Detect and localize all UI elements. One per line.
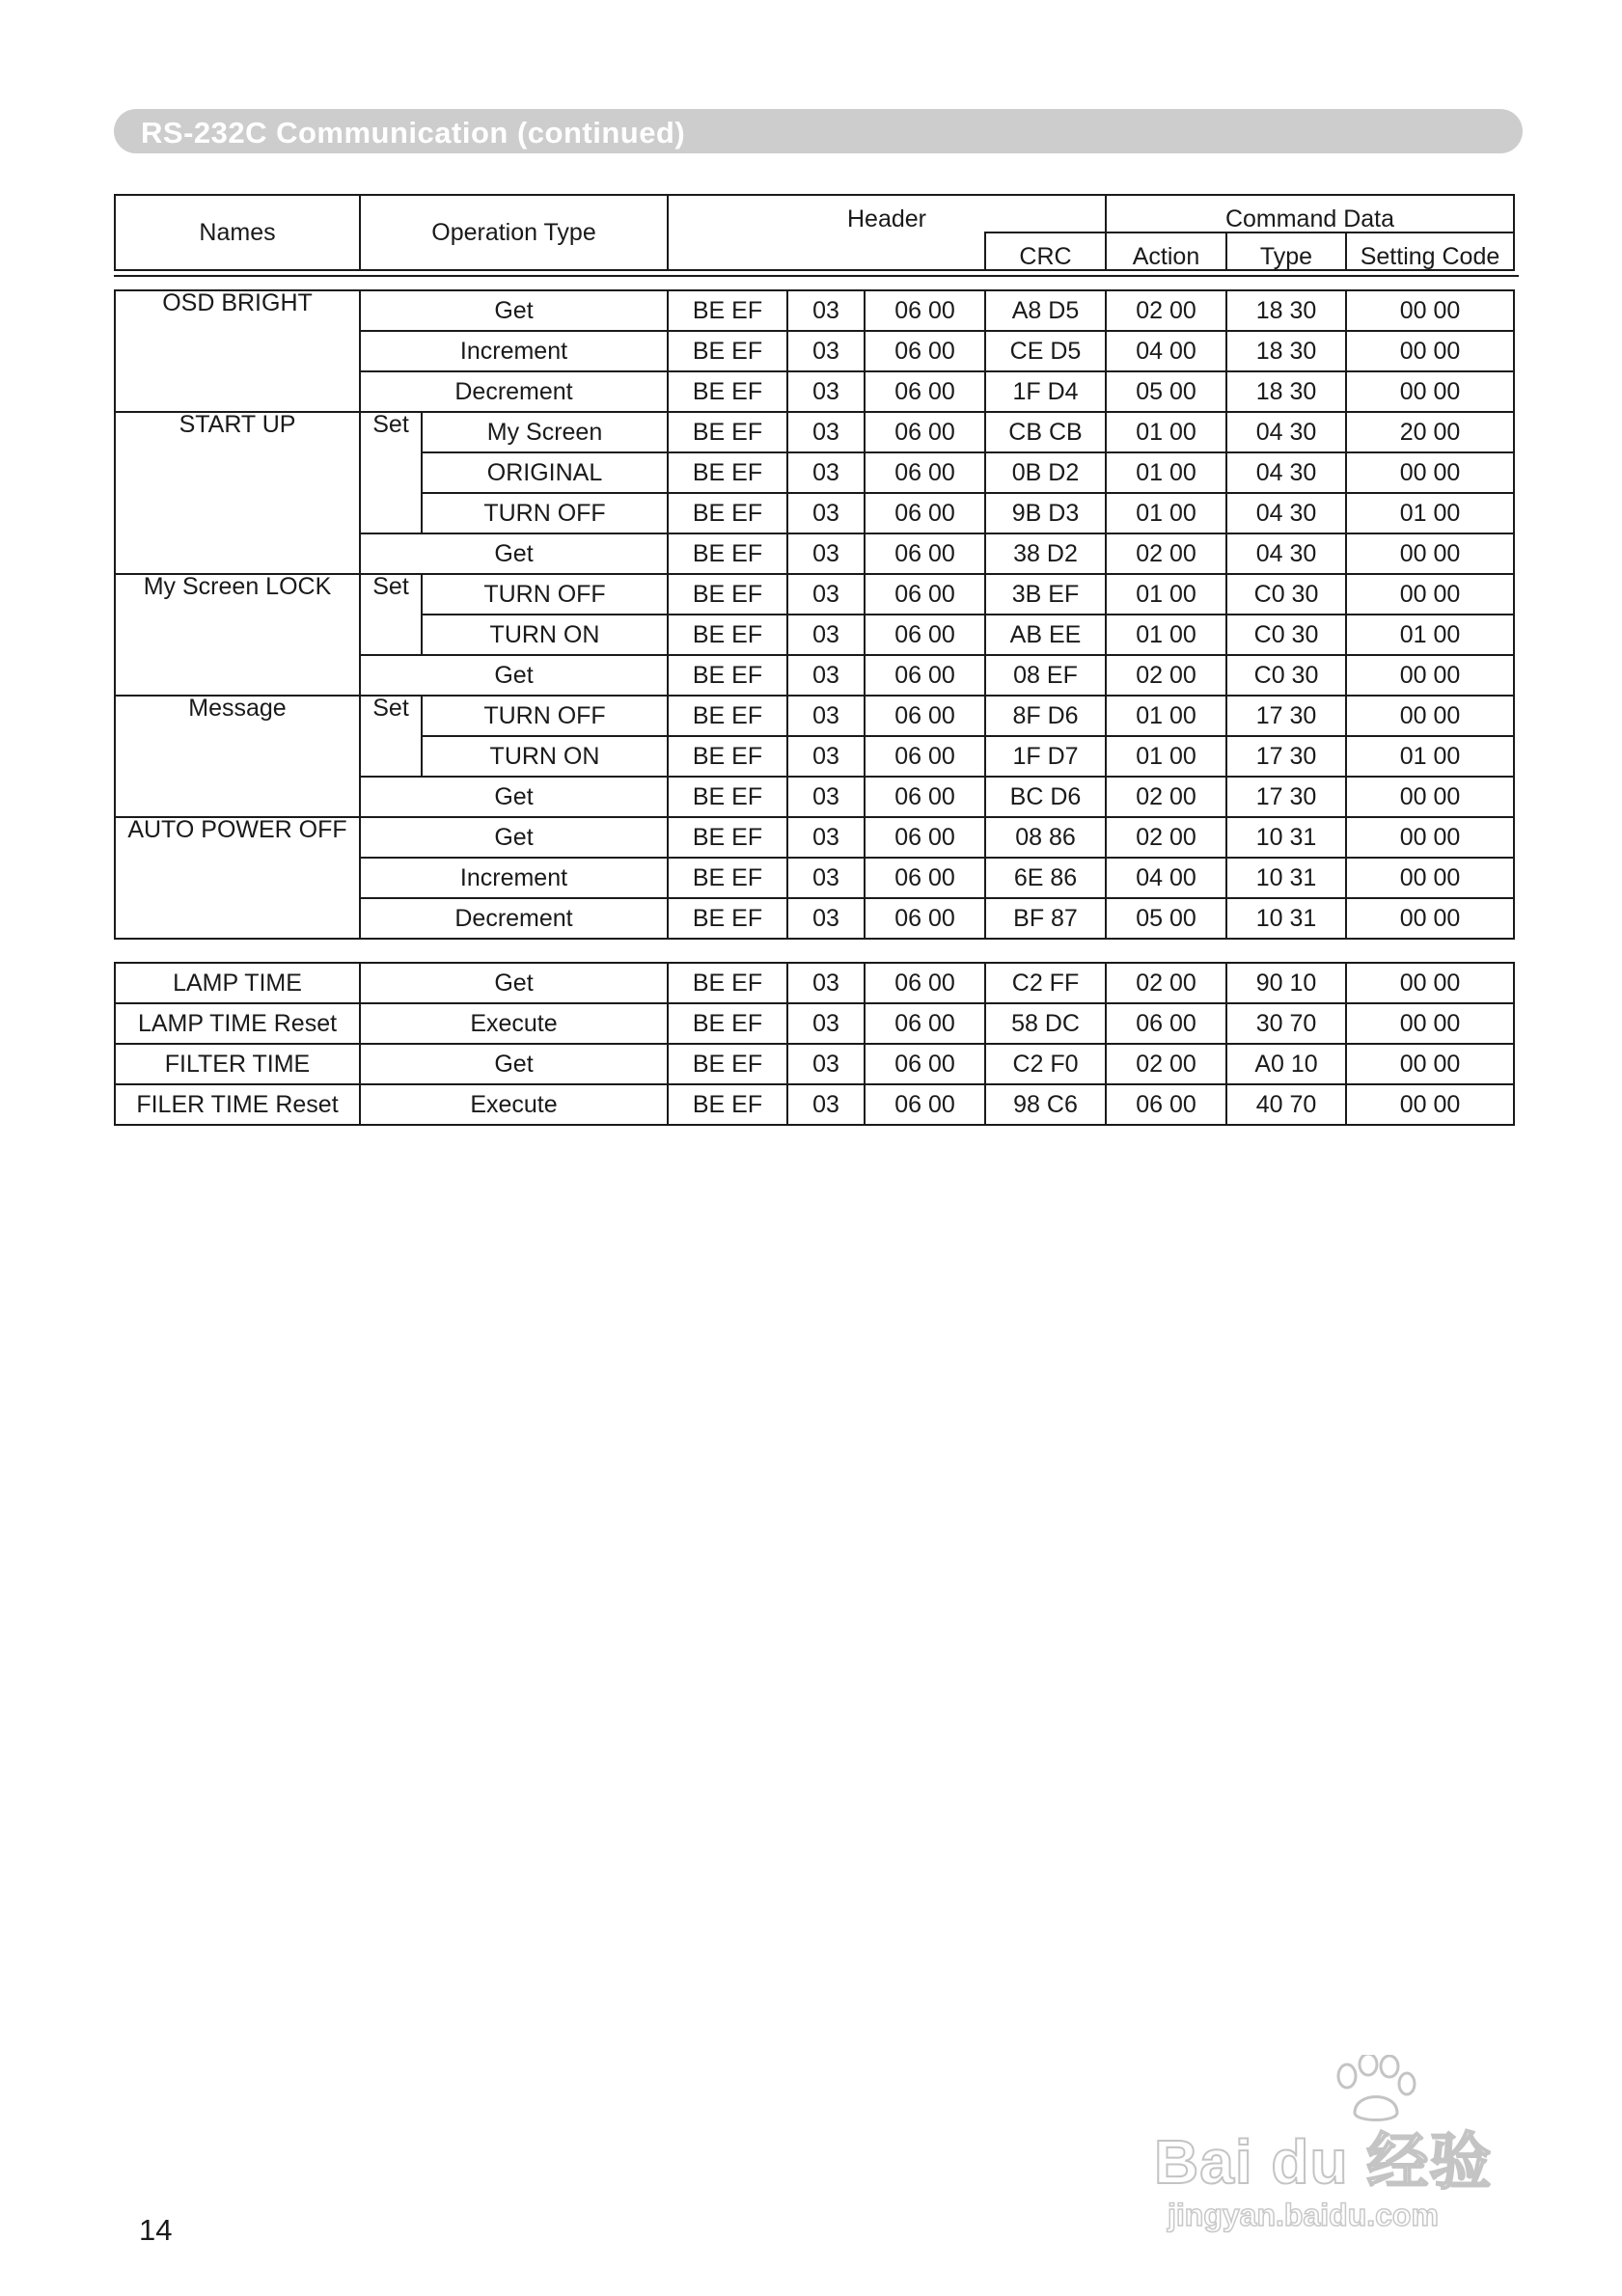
header-byte-cell: 03 [787, 412, 865, 452]
header-byte-cell: 03 [787, 777, 865, 817]
header-byte-cell: BE EF [668, 452, 787, 493]
action-cell: 02 00 [1106, 963, 1226, 1003]
action-cell: 04 00 [1106, 331, 1226, 371]
setting-code-cell: 00 00 [1346, 817, 1514, 858]
operation-cell: Increment [360, 858, 668, 898]
header-byte-cell: 06 00 [865, 898, 985, 939]
action-cell: 01 00 [1106, 615, 1226, 655]
operation-cell: TURN OFF [422, 574, 668, 615]
setting-code-cell: 00 00 [1346, 655, 1514, 696]
header-byte-cell: 06 00 [865, 1084, 985, 1125]
setting-code-cell: 00 00 [1346, 963, 1514, 1003]
type-cell: 04 30 [1226, 452, 1346, 493]
table-row [115, 963, 1514, 1003]
crc-cell: 38 D2 [985, 533, 1106, 574]
header-byte-cell: BE EF [668, 817, 787, 858]
header-byte-cell: 06 00 [865, 1044, 985, 1084]
type-cell: 17 30 [1226, 777, 1346, 817]
command-data-header: Command Data [1106, 195, 1514, 232]
function-name-cell: Message [115, 696, 360, 817]
action-cell: 05 00 [1106, 371, 1226, 412]
crc-cell: 0B D2 [985, 452, 1106, 493]
watermark-url: jingyan.baidu.com [1168, 2198, 1439, 2232]
header-byte-cell: 06 00 [865, 290, 985, 331]
operation-cell: Get [360, 290, 668, 331]
action-header: Action [1106, 232, 1226, 270]
header-byte-cell: BE EF [668, 655, 787, 696]
operation-cell: Decrement [360, 898, 668, 939]
type-cell: 17 30 [1226, 736, 1346, 777]
operation-cell: TURN OFF [422, 696, 668, 736]
header-byte-cell: 03 [787, 736, 865, 777]
type-cell: 04 30 [1226, 493, 1346, 533]
header-byte-cell: 03 [787, 898, 865, 939]
action-cell: 01 00 [1106, 574, 1226, 615]
action-cell: 01 00 [1106, 412, 1226, 452]
operation-cell: TURN ON [422, 736, 668, 777]
header-byte-cell: 06 00 [865, 493, 985, 533]
type-cell: C0 30 [1226, 574, 1346, 615]
header-byte-cell: 06 00 [865, 412, 985, 452]
set-label-cell: Set [360, 696, 422, 777]
action-cell: 02 00 [1106, 777, 1226, 817]
crc-cell: A8 D5 [985, 290, 1106, 331]
command-table-header [114, 194, 1515, 271]
header-byte-cell: 03 [787, 1003, 865, 1044]
header-byte-cell: BE EF [668, 371, 787, 412]
table-row [115, 817, 1514, 858]
operation-cell: Get [360, 777, 668, 817]
header-byte-cell: 03 [787, 1084, 865, 1125]
crc-cell: C2 FF [985, 963, 1106, 1003]
action-cell: 02 00 [1106, 533, 1226, 574]
operation-cell: Get [360, 533, 668, 574]
section-title: RS-232C Communication (continued) [141, 116, 686, 150]
header-byte-cell: BE EF [668, 1084, 787, 1125]
operation-cell: ORIGINAL [422, 452, 668, 493]
action-cell: 02 00 [1106, 290, 1226, 331]
header-byte-cell: BE EF [668, 963, 787, 1003]
crc-cell: CB CB [985, 412, 1106, 452]
type-cell: 18 30 [1226, 331, 1346, 371]
action-cell: 01 00 [1106, 736, 1226, 777]
setting-code-cell: 00 00 [1346, 696, 1514, 736]
header-byte-cell: 06 00 [865, 371, 985, 412]
header-byte-cell: 03 [787, 696, 865, 736]
operation-type-header: Operation Type [360, 195, 668, 270]
crc-cell: 1F D7 [985, 736, 1106, 777]
setting-code-cell: 00 00 [1346, 858, 1514, 898]
setting-code-cell: 00 00 [1346, 533, 1514, 574]
header-byte-cell: 03 [787, 655, 865, 696]
header-byte-cell: 06 00 [865, 696, 985, 736]
function-name-cell: My Screen LOCK [115, 574, 360, 696]
operation-cell: Get [360, 655, 668, 696]
table-row [115, 290, 1514, 331]
crc-cell: 98 C6 [985, 1084, 1106, 1125]
type-cell: A0 10 [1226, 1044, 1346, 1084]
setting-code-cell: 00 00 [1346, 1003, 1514, 1044]
header-byte-cell: 03 [787, 963, 865, 1003]
header-byte-cell: BE EF [668, 777, 787, 817]
type-cell: 90 10 [1226, 963, 1346, 1003]
header-byte-cell: 06 00 [865, 858, 985, 898]
type-cell: 04 30 [1226, 412, 1346, 452]
function-name-cell: OSD BRIGHT [115, 290, 360, 412]
crc-cell: AB EE [985, 615, 1106, 655]
header-byte-cell: 06 00 [865, 615, 985, 655]
setting-code-cell: 01 00 [1346, 493, 1514, 533]
header-byte-cell: BE EF [668, 858, 787, 898]
header-byte-cell: BE EF [668, 412, 787, 452]
crc-cell: 8F D6 [985, 696, 1106, 736]
setting-code-header: Setting Code [1346, 232, 1514, 270]
section-banner [114, 109, 1523, 153]
header-byte-cell: BE EF [668, 1044, 787, 1084]
header-byte-cell: 06 00 [865, 331, 985, 371]
crc-cell: 1F D4 [985, 371, 1106, 412]
action-cell: 01 00 [1106, 493, 1226, 533]
header-byte-cell: 03 [787, 290, 865, 331]
header-byte-cell: 03 [787, 331, 865, 371]
action-cell: 01 00 [1106, 452, 1226, 493]
type-cell: 18 30 [1226, 290, 1346, 331]
setting-code-cell: 00 00 [1346, 371, 1514, 412]
names-header: Names [115, 195, 360, 270]
operation-cell: Execute [360, 1003, 668, 1044]
type-cell: 10 31 [1226, 858, 1346, 898]
action-cell: 01 00 [1106, 696, 1226, 736]
operation-cell: Get [360, 963, 668, 1003]
crc-cell: CE D5 [985, 331, 1106, 371]
header-byte-cell: 03 [787, 1044, 865, 1084]
header-byte-cell: BE EF [668, 533, 787, 574]
crc-cell: 9B D3 [985, 493, 1106, 533]
header-byte-cell: 06 00 [865, 452, 985, 493]
operation-cell: TURN ON [422, 615, 668, 655]
action-cell: 04 00 [1106, 858, 1226, 898]
crc-cell: 6E 86 [985, 858, 1106, 898]
operation-cell: Execute [360, 1084, 668, 1125]
header-byte-cell: BE EF [668, 290, 787, 331]
setting-code-cell: 01 00 [1346, 736, 1514, 777]
header-byte-cell: BE EF [668, 615, 787, 655]
setting-code-cell: 00 00 [1346, 290, 1514, 331]
type-cell: 04 30 [1226, 533, 1346, 574]
crc-cell: BF 87 [985, 898, 1106, 939]
type-cell: 40 70 [1226, 1084, 1346, 1125]
lamp-filter-table [114, 962, 1515, 1126]
header-byte-cell: BE EF [668, 696, 787, 736]
header-byte-cell: 06 00 [865, 777, 985, 817]
header-byte-cell: BE EF [668, 1003, 787, 1044]
setting-code-cell: 00 00 [1346, 898, 1514, 939]
setting-code-cell: 00 00 [1346, 452, 1514, 493]
header-byte-cell: 03 [787, 574, 865, 615]
header-byte-cell: 06 00 [865, 655, 985, 696]
crc-header: CRC [985, 232, 1106, 270]
function-name-cell: LAMP TIME [115, 963, 360, 1003]
watermark-logo: Bai du 经验 [1154, 2127, 1493, 2197]
operation-cell: Get [360, 817, 668, 858]
operation-cell: Get [360, 1044, 668, 1084]
table-row [115, 1003, 1514, 1044]
header-byte-cell: BE EF [668, 898, 787, 939]
header-byte-cell: 03 [787, 533, 865, 574]
header-byte-cell: BE EF [668, 736, 787, 777]
header-byte-cell: 03 [787, 858, 865, 898]
action-cell: 02 00 [1106, 1044, 1226, 1084]
header-spacer [668, 232, 985, 270]
header-byte-cell: 03 [787, 371, 865, 412]
setting-code-cell: 00 00 [1346, 574, 1514, 615]
header-byte-cell: 06 00 [865, 817, 985, 858]
action-cell: 02 00 [1106, 655, 1226, 696]
action-cell: 06 00 [1106, 1084, 1226, 1125]
operation-cell: Decrement [360, 371, 668, 412]
setting-code-cell: 20 00 [1346, 412, 1514, 452]
operation-cell: Increment [360, 331, 668, 371]
header-byte-cell: 06 00 [865, 533, 985, 574]
header-byte-cell: 03 [787, 817, 865, 858]
command-table [114, 289, 1515, 940]
action-cell: 02 00 [1106, 817, 1226, 858]
crc-cell: C2 F0 [985, 1044, 1106, 1084]
type-cell: 10 31 [1226, 898, 1346, 939]
header-header: Header [668, 195, 1106, 232]
watermark [1154, 2055, 1540, 2248]
type-header: Type [1226, 232, 1346, 270]
type-cell: 10 31 [1226, 817, 1346, 858]
setting-code-cell: 01 00 [1346, 615, 1514, 655]
header-byte-cell: BE EF [668, 331, 787, 371]
crc-cell: 08 EF [985, 655, 1106, 696]
header-byte-cell: 03 [787, 493, 865, 533]
table-row [115, 696, 1514, 736]
header-byte-cell: BE EF [668, 574, 787, 615]
crc-cell: 3B EF [985, 574, 1106, 615]
function-name-cell: START UP [115, 412, 360, 574]
header-double-rule [114, 275, 1519, 277]
operation-cell: TURN OFF [422, 493, 668, 533]
header-byte-cell: 06 00 [865, 574, 985, 615]
operation-cell: My Screen [422, 412, 668, 452]
function-name-cell: FILTER TIME [115, 1044, 360, 1084]
type-cell: 17 30 [1226, 696, 1346, 736]
setting-code-cell: 00 00 [1346, 1044, 1514, 1084]
table-row [115, 1084, 1514, 1125]
function-name-cell: LAMP TIME Reset [115, 1003, 360, 1044]
type-cell: C0 30 [1226, 655, 1346, 696]
table-row [115, 1044, 1514, 1084]
set-label-cell: Set [360, 574, 422, 655]
setting-code-cell: 00 00 [1346, 1084, 1514, 1125]
page-number: 14 [139, 2213, 173, 2247]
function-name-cell: FILER TIME Reset [115, 1084, 360, 1125]
crc-cell: 58 DC [985, 1003, 1106, 1044]
type-cell: 30 70 [1226, 1003, 1346, 1044]
function-name-cell: AUTO POWER OFF [115, 817, 360, 939]
setting-code-cell: 00 00 [1346, 777, 1514, 817]
header-byte-cell: 03 [787, 452, 865, 493]
table-row [115, 412, 1514, 452]
header-byte-cell: 06 00 [865, 736, 985, 777]
action-cell: 05 00 [1106, 898, 1226, 939]
header-byte-cell: 06 00 [865, 963, 985, 1003]
set-label-cell: Set [360, 412, 422, 533]
type-cell: C0 30 [1226, 615, 1346, 655]
header-byte-cell: 03 [787, 615, 865, 655]
type-cell: 18 30 [1226, 371, 1346, 412]
header-byte-cell: 06 00 [865, 1003, 985, 1044]
setting-code-cell: 00 00 [1346, 331, 1514, 371]
header-byte-cell: BE EF [668, 493, 787, 533]
crc-cell: BC D6 [985, 777, 1106, 817]
action-cell: 06 00 [1106, 1003, 1226, 1044]
table-row [115, 574, 1514, 615]
crc-cell: 08 86 [985, 817, 1106, 858]
